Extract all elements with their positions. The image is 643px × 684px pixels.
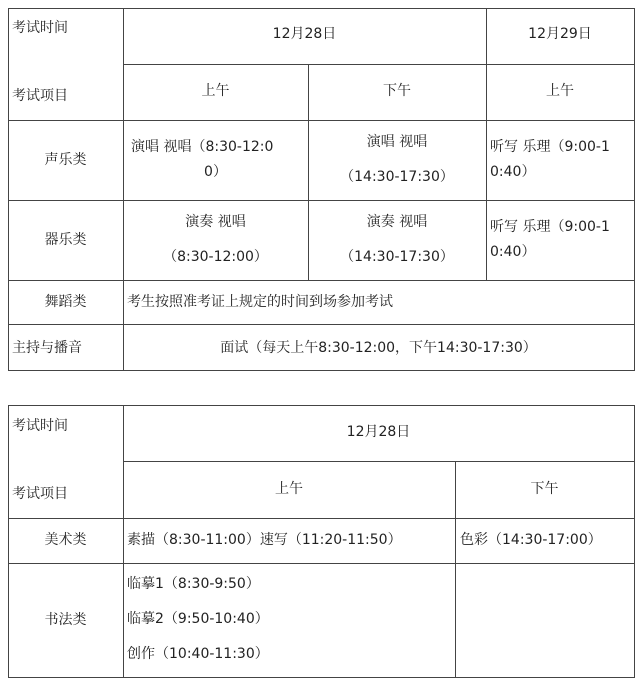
header-exam-time: 考试时间 — [12, 20, 68, 36]
instrument-afternoon-line2: （14:30-17:30） — [340, 249, 454, 265]
col-morning-2: 上午 — [275, 481, 303, 497]
instrument-dec29-line2: 0:40） — [490, 244, 536, 260]
col-afternoon-28: 下午 — [383, 83, 411, 99]
art-morning: 素描（8:30-11:00）速写（11:20-11:50） — [127, 532, 402, 548]
vocal-morning-line2: 0） — [204, 164, 227, 180]
date-dec-29: 12月29日 — [528, 26, 592, 42]
row-label-broadcast: 主持与播音 — [12, 340, 82, 356]
art-afternoon: 色彩（14:30-17:00） — [460, 532, 602, 548]
col-morning-28: 上午 — [201, 83, 230, 99]
date-dec-28: 12月28日 — [272, 26, 337, 42]
dance-content: 考生按照准考证上规定的时间到场参加考试 — [127, 294, 393, 310]
vocal-dec29-line1: 听写 乐理（9:00-1 — [490, 139, 610, 155]
vocal-morning-line1: 演唱 视唱（8:30-12:0 — [131, 139, 274, 155]
instrument-morning-line1: 演奏 视唱 — [185, 214, 246, 230]
header-exam-item-2: 考试项目 — [12, 486, 68, 502]
instrument-afternoon-line1: 演奏 视唱 — [366, 214, 428, 230]
col-morning-29: 上午 — [546, 83, 574, 99]
broadcast-content: 面试（每天上午8:30-12:00，下午14:30-17:30） — [220, 340, 537, 356]
vocal-afternoon-line1: 演唱 视唱 — [366, 134, 428, 150]
vocal-afternoon-line2: （14:30-17:30） — [340, 169, 454, 185]
instrument-morning-line2: （8:30-12:00） — [163, 249, 268, 265]
vocal-dec29-line2: 0:40） — [490, 164, 536, 180]
col-afternoon-2: 下午 — [530, 481, 559, 497]
date-dec-28-2: 12月28日 — [346, 424, 411, 440]
header-exam-time-2: 考试时间 — [12, 418, 68, 434]
instrument-dec29-line1: 听写 乐理（9:00-1 — [490, 219, 610, 235]
calligraphy-line1: 临摹1（8:30-9:50） — [127, 576, 260, 592]
row-label-vocal: 声乐类 — [44, 152, 87, 168]
row-label-instrument: 器乐类 — [44, 232, 87, 248]
calligraphy-line2: 临摹2（9:50-10:40） — [127, 611, 269, 627]
row-label-calligraphy: 书法类 — [44, 612, 87, 628]
row-label-art: 美术类 — [44, 532, 87, 548]
row-label-dance: 舞蹈类 — [44, 294, 87, 310]
calligraphy-line3: 创作（10:40-11:30） — [127, 646, 269, 662]
header-exam-item: 考试项目 — [12, 88, 68, 104]
